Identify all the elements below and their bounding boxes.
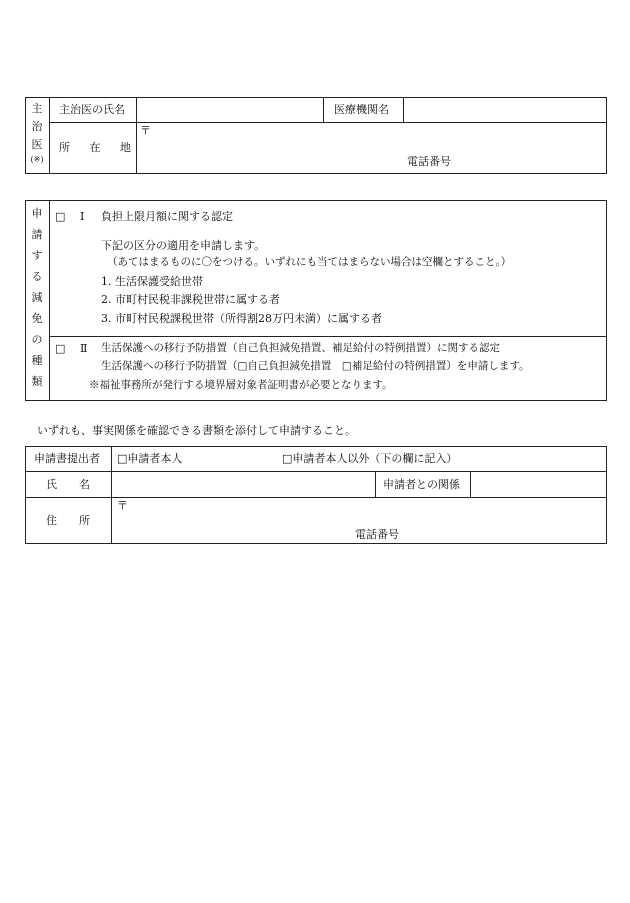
submitter-address-label: 住 所 bbox=[46, 514, 90, 527]
attachment-note: いずれも、事実関係を確認できる書類を添付して申請すること。 bbox=[37, 424, 356, 437]
doctor-phone-label: 電話番号 bbox=[407, 155, 451, 168]
reduction-side-divider bbox=[49, 200, 50, 401]
option2-line2: ※福祉事務所が発行する境界層対象者証明書が必要となります。 bbox=[89, 379, 393, 391]
submitter-label-divider bbox=[111, 446, 112, 544]
doctor-name-label: 主治医の氏名 bbox=[59, 103, 125, 116]
doctor-row-divider bbox=[49, 122, 607, 123]
submitter-name-label: 氏 名 bbox=[46, 478, 90, 491]
reduction-side-label: 申 請 す る 減 免 の 種 類 bbox=[31, 207, 43, 388]
doctor-address-field[interactable] bbox=[140, 126, 604, 170]
submitter-row2-divider bbox=[25, 497, 607, 498]
option2-title: 生活保護への移行予防措置（自己負担減免措置、補足給付の特例措置）に関する認定 bbox=[101, 342, 500, 354]
option2-line1[interactable]: 生活保護への移行予防措置（□自己負担減免措置 □補足給付の特例措置）を申請します。 bbox=[101, 360, 530, 372]
institution-field[interactable] bbox=[407, 100, 603, 118]
relation-divider-left bbox=[375, 471, 376, 497]
doctor-name-field[interactable] bbox=[140, 100, 320, 118]
submitter-label: 申請書提出者 bbox=[34, 452, 100, 465]
doctor-name-label-divider bbox=[136, 97, 137, 174]
relation-label: 申請者との関係 bbox=[383, 478, 460, 491]
submitter-name-field[interactable] bbox=[115, 474, 371, 493]
submitter-row1-divider bbox=[25, 471, 607, 472]
relation-divider-right bbox=[470, 471, 471, 497]
option2-numeral: Ⅱ bbox=[80, 342, 88, 355]
relation-field[interactable] bbox=[474, 474, 603, 493]
submitter-phone-label: 電話番号 bbox=[355, 528, 399, 541]
option1-item-3[interactable]: 3. 市町村民税課税世帯（所得割28万円未満）に属する者 bbox=[101, 312, 382, 325]
option1-line1: 下記の区分の適用を申請します。 bbox=[101, 239, 266, 252]
option1-numeral: Ⅰ bbox=[80, 210, 85, 223]
reduction-option-divider bbox=[49, 336, 607, 337]
option1-title: 負担上限月額に関する認定 bbox=[101, 210, 233, 223]
submitter-postal-mark: 〒 bbox=[117, 499, 128, 512]
doctor-institution-divider-right bbox=[403, 97, 404, 122]
institution-label: 医療機関名 bbox=[334, 103, 389, 116]
option1-item-2[interactable]: 2. 市町村民税非課税世帯に属する者 bbox=[101, 293, 280, 306]
option1-line2: （あてはまるものに〇をつける。いずれにも当てはまらない場合は空欄とすること。） bbox=[107, 256, 512, 268]
option1-item-1[interactable]: 1. 生活保護受給世帯 bbox=[101, 275, 203, 288]
doctor-address-label: 所 在 地 bbox=[59, 141, 131, 154]
submitter-self-option[interactable]: □申請者本人 bbox=[117, 452, 183, 465]
doctor-side-divider bbox=[49, 97, 50, 174]
option2-checkbox[interactable]: □ bbox=[55, 342, 66, 355]
doctor-institution-divider-left bbox=[323, 97, 324, 122]
submitter-other-option[interactable]: □申請者本人以外（下の欄に記入） bbox=[282, 452, 458, 465]
option1-checkbox[interactable]: □ bbox=[55, 210, 66, 223]
doctor-side-label: 主 治 医 (※) bbox=[30, 102, 44, 164]
doctor-postal-mark: 〒 bbox=[140, 124, 151, 137]
